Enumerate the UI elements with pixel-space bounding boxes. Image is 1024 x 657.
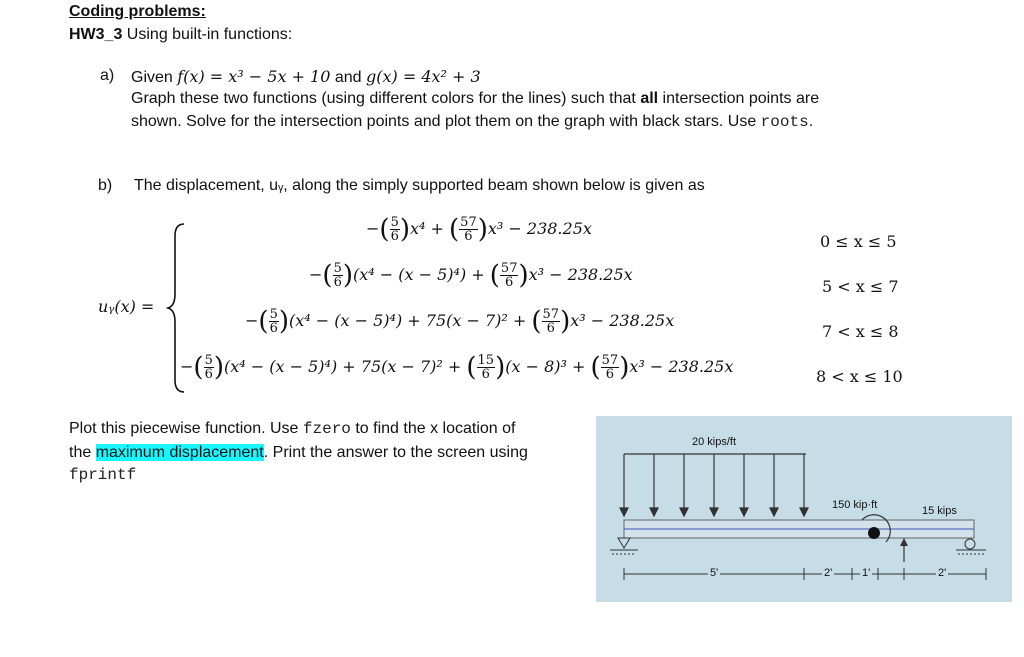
piece-1-condition: 0 ≤ x ≤ 5 <box>820 232 897 251</box>
problem-id: HW3_3 <box>69 26 123 43</box>
dimension-2b: 2' <box>938 567 947 579</box>
part-a-given <box>131 67 481 87</box>
part-a-label: a) <box>100 67 115 84</box>
line2-bold: all <box>640 90 659 107</box>
piece-1-expression: −( $\frac{5}{6}$ )x⁴ + ( $\frac{57}{6}$ )x³ − 238.25x <box>366 214 592 245</box>
force-label: 15 kips <box>922 505 957 517</box>
plot-instruction-line2: the maximum displacement. Print the answer to the screen using <box>69 444 528 461</box>
load-label: 20 kips/ft <box>692 436 737 448</box>
plot-instruction-line1: Plot this piecewise function. Use fzero to find the x location of <box>69 420 516 438</box>
moment-label: 150 kip·ft <box>832 499 878 511</box>
fprintf-code: fprintf <box>69 466 137 484</box>
line2-post: intersection points are <box>658 90 820 107</box>
beam-figure <box>596 416 1012 602</box>
and-text: and <box>330 69 367 86</box>
dimension-5: 5' <box>710 567 719 579</box>
dimension-2a: 2' <box>824 567 833 579</box>
piece-3-expression: −( $\frac{5}{6}$ )(x⁴ − (x − 5)⁴) + 75(x − 7)² + ( $\frac{57}{6}$ )x³ − 238.25x <box>245 306 675 337</box>
roots-code: roots <box>760 113 809 131</box>
part-a-line3 <box>131 113 813 131</box>
fzero-code: fzero <box>302 420 351 438</box>
piece-4-expression: −( $\frac{5}{6}$ )(x⁴ − (x − 5)⁴) + 75(x − 7)² + ( $\frac{15}{6}$ )(x − 8)³ + ( $\frac{57}{6}$ )x³ − 238.25x <box>180 352 734 383</box>
piecewise-lhs: uᵧ(x) = <box>98 297 155 316</box>
part-b-label: b) <box>98 177 113 194</box>
part-b-intro: The displacement, uᵧ, along the simply supported beam shown below is given as <box>134 177 705 194</box>
line3-pre: shown. Solve for the intersection points and plot them on the graph with black stars. Use <box>131 113 761 130</box>
distributed-load-arrows <box>620 454 808 516</box>
piece-3-condition: 7 < x ≤ 8 <box>822 322 899 341</box>
problem-title-text: Using built-in functions: <box>122 26 293 43</box>
g-expression: g(x) = 4x² + 3 <box>366 67 481 86</box>
f-expression: f(x) = x³ − 5x + 10 <box>177 67 331 86</box>
piece-2-expression: −( $\frac{5}{6}$ )(x⁴ − (x − 5)⁴) + ( $\frac{57}{6}$ )x³ − 238.25x <box>309 260 633 291</box>
line2-pre: Graph these two functions (using different colors for the lines) such that <box>131 90 641 107</box>
maximum-displacement-highlight: maximum displacement <box>95 444 264 461</box>
part-a-line2 <box>131 90 819 108</box>
line3-post: . <box>808 113 814 130</box>
given-text: Given <box>131 69 178 86</box>
page-title: Coding problems: <box>69 3 206 20</box>
dimension-1: 1' <box>862 567 871 579</box>
moment-point <box>868 527 880 539</box>
piece-4-condition: 8 < x ≤ 10 <box>816 367 903 386</box>
problem-title <box>69 26 292 44</box>
piece-2-condition: 5 < x ≤ 7 <box>822 277 899 296</box>
